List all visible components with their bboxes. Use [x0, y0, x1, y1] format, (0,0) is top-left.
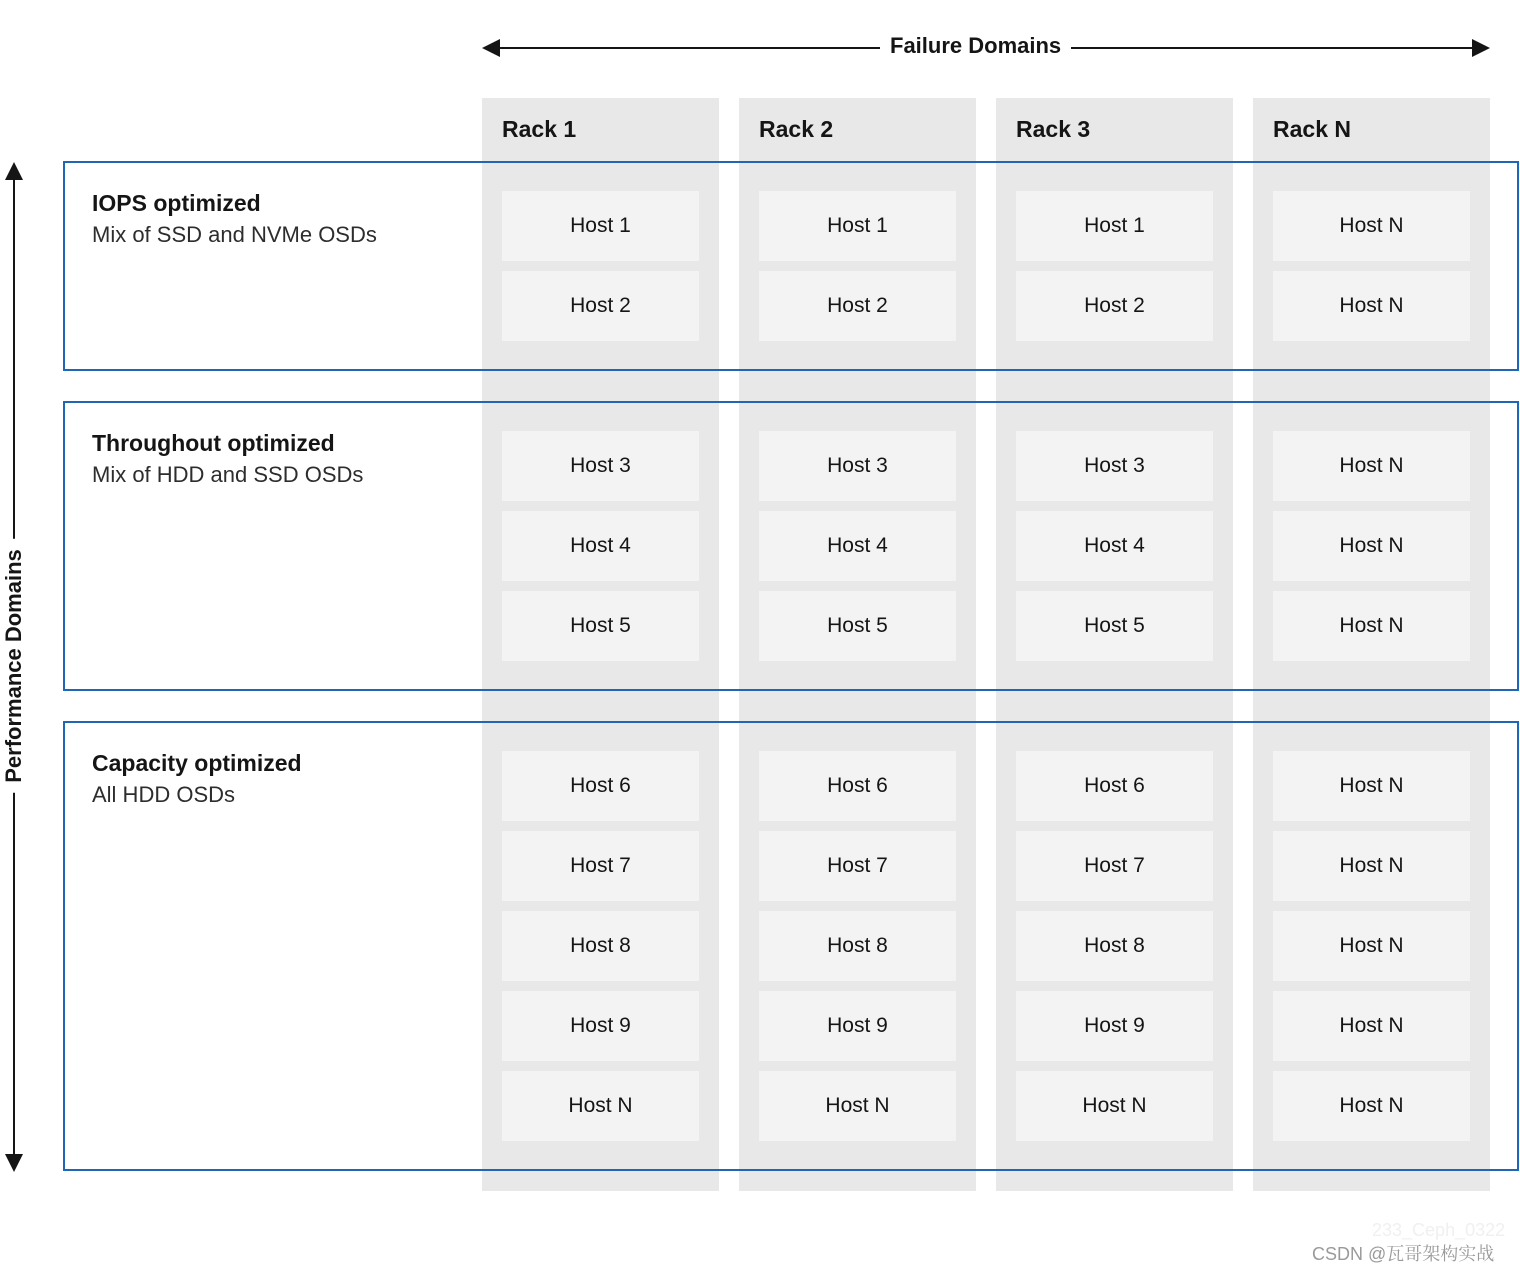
host-box: Host 9: [1016, 991, 1213, 1061]
host-box: Host N: [1273, 271, 1470, 341]
host-box: Host N: [1273, 991, 1470, 1061]
host-box: Host N: [1273, 191, 1470, 261]
watermark: CSDN @瓦哥架构实战: [1312, 1244, 1495, 1264]
host-box: Host N: [1273, 1071, 1470, 1141]
host-box: Host 6: [502, 751, 699, 821]
host-box: Host N: [1016, 1071, 1213, 1141]
host-box: Host 3: [502, 431, 699, 501]
rack-label-2: Rack 2: [759, 116, 834, 142]
rack-label-n: Rack N: [1273, 116, 1351, 142]
host-box: Host N: [1273, 831, 1470, 901]
watermark-faint: 233_Ceph_0322: [1372, 1220, 1506, 1240]
domain-title-capacity: Capacity optimized: [92, 750, 302, 776]
host-box: Host N: [1273, 751, 1470, 821]
host-box: Host 9: [502, 991, 699, 1061]
domain-title-iops: IOPS optimized: [92, 190, 261, 216]
host-box: Host N: [759, 1071, 956, 1141]
host-box: Host 2: [759, 271, 956, 341]
host-box: Host 1: [759, 191, 956, 261]
host-box: Host 2: [502, 271, 699, 341]
domain-description-iops: Mix of SSD and NVMe OSDs: [92, 222, 377, 247]
host-box: Host 8: [502, 911, 699, 981]
host-box: Host 1: [502, 191, 699, 261]
host-box: Host 5: [1016, 591, 1213, 661]
failure-domains-label: Failure Domains: [880, 32, 1071, 60]
domain-title-throughput: Throughout optimized: [92, 430, 335, 456]
host-box: Host 7: [1016, 831, 1213, 901]
performance-domains-label: Performance Domains: [0, 539, 28, 793]
host-box: Host N: [502, 1071, 699, 1141]
domain-description-capacity: All HDD OSDs: [92, 782, 236, 807]
host-box: Host 4: [502, 511, 699, 581]
host-box: Host 6: [1016, 751, 1213, 821]
host-box: Host 6: [759, 751, 956, 821]
host-box: Host 5: [502, 591, 699, 661]
domain-description-throughput: Mix of HDD and SSD OSDs: [92, 462, 364, 487]
host-box: Host 8: [759, 911, 956, 981]
host-box: Host 4: [1016, 511, 1213, 581]
host-box: Host 2: [1016, 271, 1213, 341]
host-box: Host N: [1273, 431, 1470, 501]
host-box: Host 9: [759, 991, 956, 1061]
rack-label-3: Rack 3: [1016, 116, 1091, 142]
host-box: Host N: [1273, 591, 1470, 661]
host-box: Host N: [1273, 511, 1470, 581]
rack-label-1: Rack 1: [502, 116, 577, 142]
host-box: Host 4: [759, 511, 956, 581]
host-box: Host 3: [759, 431, 956, 501]
host-box: Host 7: [759, 831, 956, 901]
host-box: Host 7: [502, 831, 699, 901]
host-box: Host 8: [1016, 911, 1213, 981]
host-box: Host 5: [759, 591, 956, 661]
host-box: Host 1: [1016, 191, 1213, 261]
host-box: Host N: [1273, 911, 1470, 981]
host-box: Host 3: [1016, 431, 1213, 501]
